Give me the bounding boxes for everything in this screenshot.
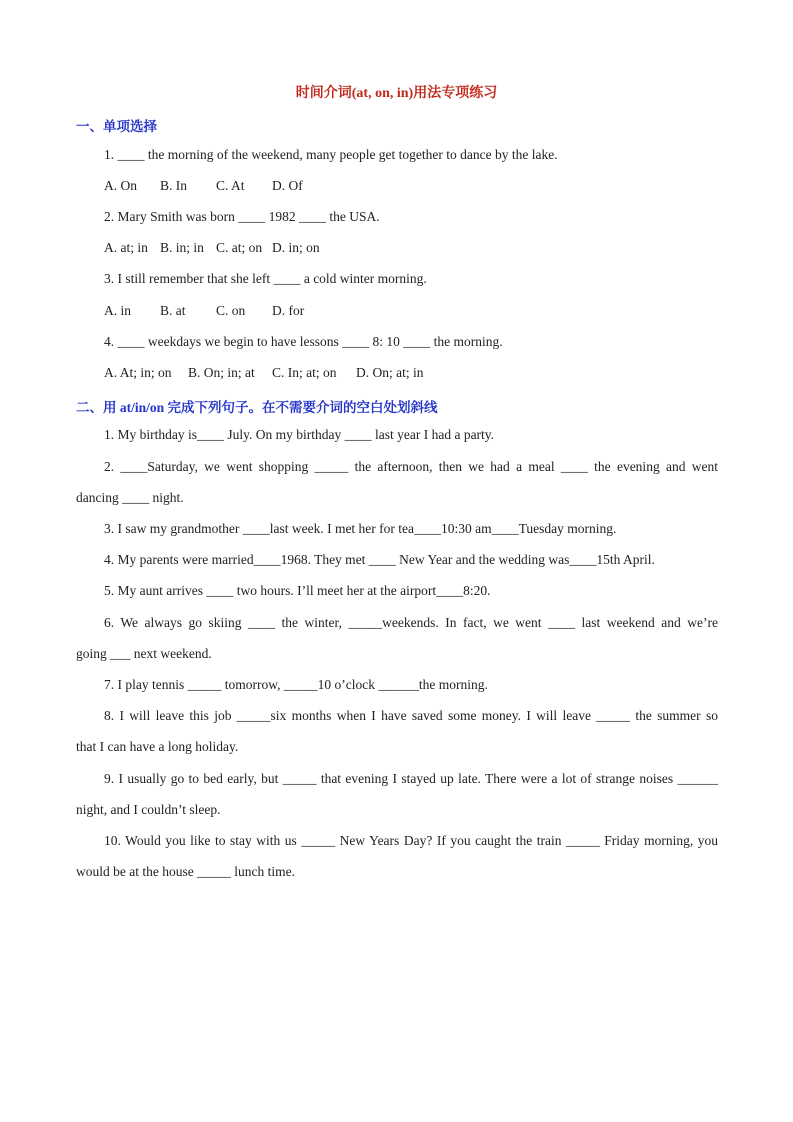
exercise-line: 10. Would you like to stay with us _____ New Years Day? If you caught the train _____ Friday morning, you — [104, 833, 718, 848]
question-2: 2. Mary Smith was born ____ 1982 ____ the USA. — [104, 209, 380, 224]
exercise-line: would be at the house _____ lunch time. — [76, 864, 295, 879]
option-c: C. on — [216, 303, 246, 318]
exercise-line: 3. I saw my grandmother ____last week. I met her for tea____10:30 am____Tuesday morning. — [104, 521, 617, 536]
section-heading-1: 一、单项选择 — [76, 119, 157, 134]
option-d: D. for — [272, 303, 305, 318]
exercise-line: 6. We always go skiing ____ the winter, _____weekends. In fact, we went ____ last weekend and we’re — [104, 615, 718, 630]
option-b: B. in; in — [160, 240, 204, 255]
option-b: B. at — [160, 303, 186, 318]
question-1-options — [104, 178, 718, 194]
exercise-line: 5. My aunt arrives ____ two hours. I’ll meet her at the airport____8:20. — [104, 583, 491, 598]
question-3-options — [104, 303, 718, 319]
exercise-line: dancing ____ night. — [76, 490, 184, 505]
exercise-line: 9. I usually go to bed early, but _____ that evening I stayed up late. There were a lot of strange noises ______ — [104, 771, 718, 786]
question-4: 4. ____ weekdays we begin to have lessons ____ 8: 10 ____ the morning. — [104, 334, 503, 349]
question-1: 1. ____ the morning of the weekend, many people get together to dance by the lake. — [104, 147, 558, 162]
option-a: A. At; in; on — [104, 365, 172, 380]
option-c: C. In; at; on — [272, 365, 337, 380]
question-4-options — [104, 365, 718, 381]
option-c: C. at; on — [216, 240, 263, 255]
option-d: D. in; on — [272, 240, 320, 255]
option-c: C. At — [216, 178, 245, 193]
option-d: D. Of — [272, 178, 303, 193]
section-heading-2: 二、用 at/in/on 完成下列句子。在不需要介词的空白处划斜线 — [76, 400, 438, 415]
option-a: A. at; in — [104, 240, 148, 255]
exercise-line: night, and I couldn’t sleep. — [76, 802, 221, 817]
exercise-line: that I can have a long holiday. — [76, 739, 239, 754]
option-d: D. On; at; in — [356, 365, 424, 380]
exercise-line: 7. I play tennis _____ tomorrow, _____10 o’clock ______the morning. — [104, 677, 488, 692]
option-a: A. in — [104, 303, 131, 318]
exercise-line: going ___ next weekend. — [76, 646, 212, 661]
exercise-line: 4. My parents were married____1968. They met ____ New Year and the wedding was____15th April. — [104, 552, 655, 567]
option-b: B. In — [160, 178, 187, 193]
exercise-line: 2. ____Saturday, we went shopping _____ the afternoon, then we had a meal ____ the evening and went — [104, 459, 718, 474]
question-3: 3. I still remember that she left ____ a cold winter morning. — [104, 271, 427, 286]
question-2-options — [104, 240, 718, 256]
exercise-line: 1. My birthday is____ July. On my birthday ____ last year I had a party. — [104, 427, 495, 442]
option-b: B. On; in; at — [188, 365, 255, 380]
option-a: A. On — [104, 178, 137, 193]
page-title: 时间介词(at, on, in)用法专项练习 — [295, 86, 498, 101]
exercise-line: 8. I will leave this job _____six months when I have saved some money. I will leave _____ the summer so — [104, 708, 718, 723]
